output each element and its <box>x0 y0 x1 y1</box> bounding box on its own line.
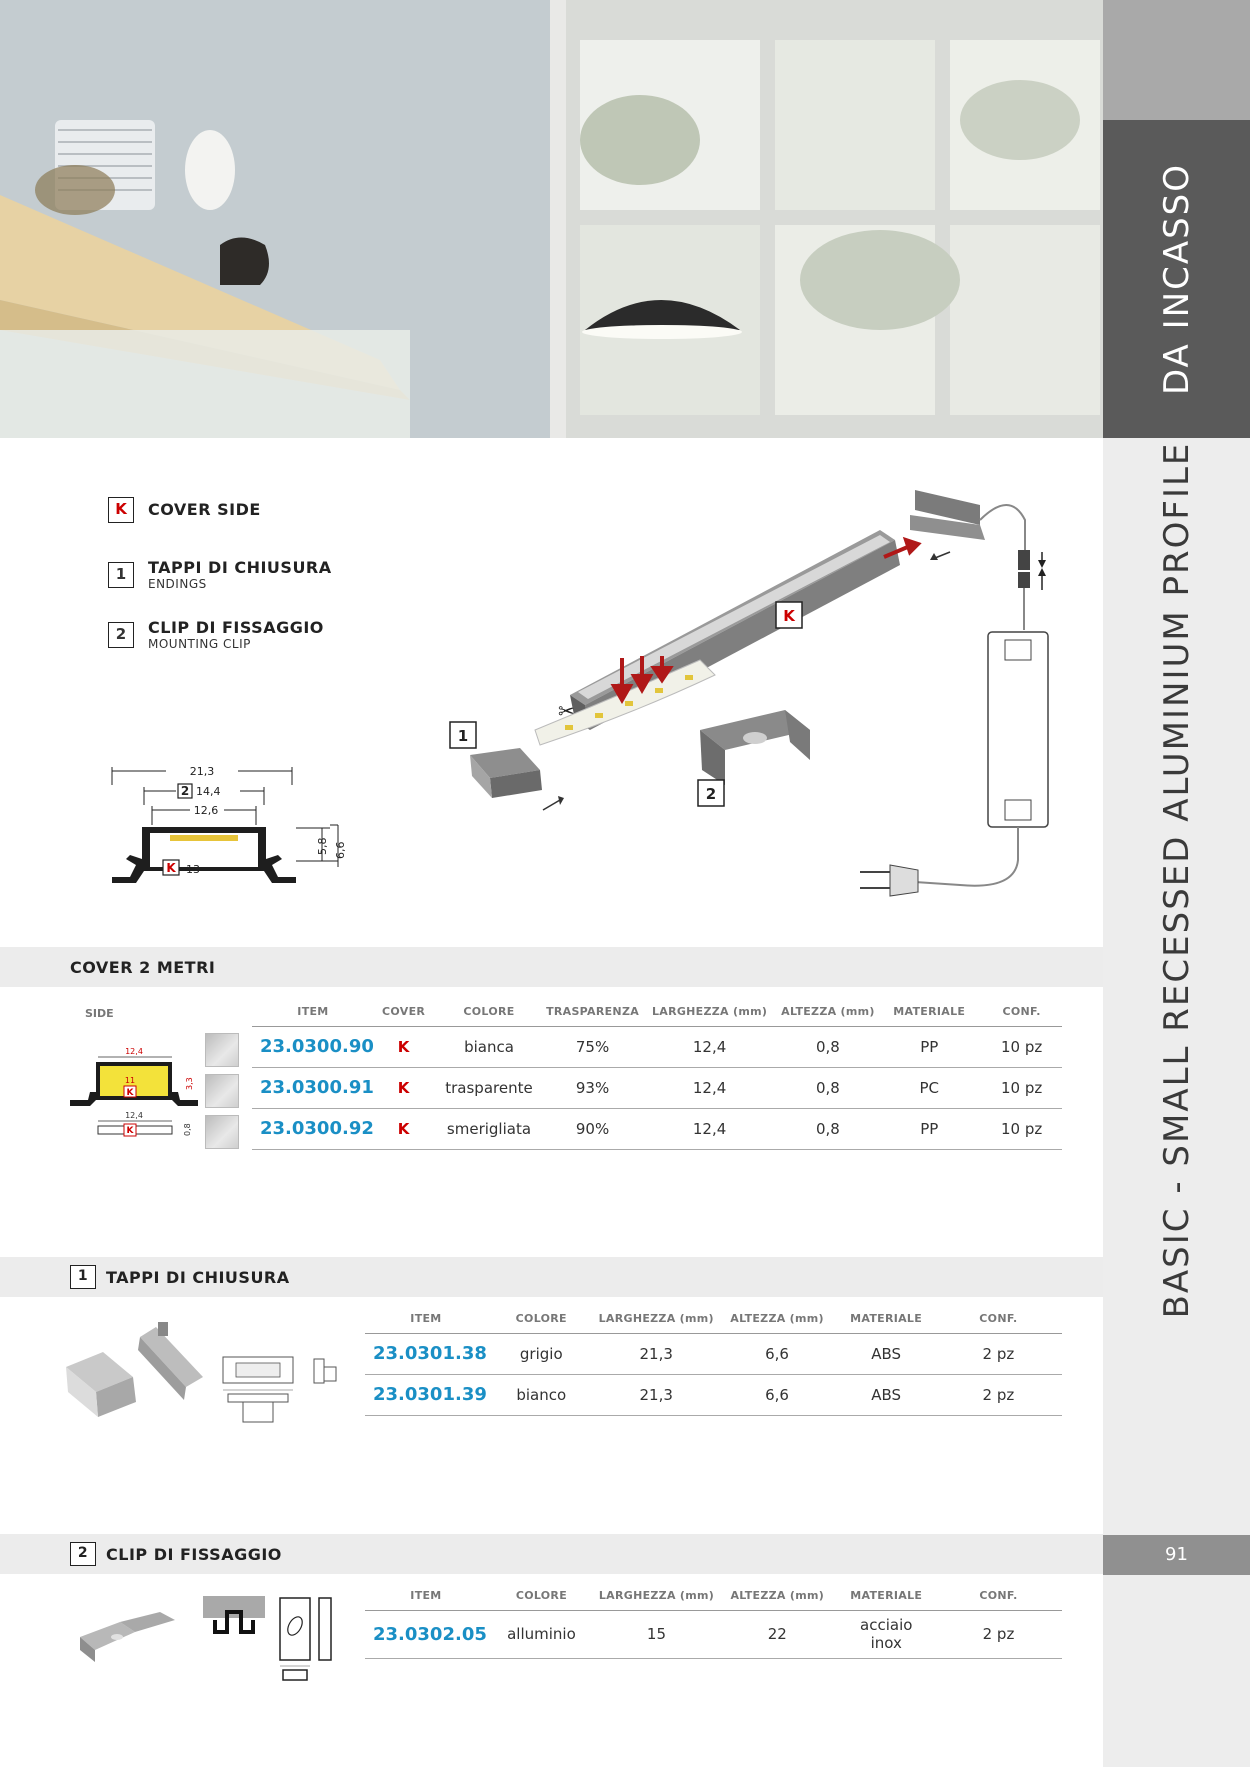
legend-sublabel: ENDINGS <box>148 577 207 591</box>
assembly-callout-clip: 2 <box>705 785 717 803</box>
cell-colore: smerigliata <box>433 1108 544 1149</box>
col-header: CONF. <box>981 998 1062 1026</box>
cell-larghezza: 21,3 <box>596 1333 717 1374</box>
materiale-line-1: acciaio <box>860 1616 913 1634</box>
profile-width-mid: 14,4 <box>196 785 221 798</box>
table-row <box>252 1026 1062 1067</box>
section-header-cover <box>0 947 1103 987</box>
legend-symbol: K <box>108 497 134 523</box>
kitchen-photo <box>0 0 1103 438</box>
cell-cover: K <box>374 1108 433 1149</box>
item-code[interactable]: 23.0301.38 <box>365 1333 487 1374</box>
table-header-row <box>365 1305 1062 1333</box>
cell-altezza: 6,6 <box>717 1333 838 1374</box>
cover-dim-h: 3,3 <box>185 1077 194 1090</box>
cell-larghezza: 12,4 <box>641 1026 779 1067</box>
col-header: COVER <box>374 998 433 1026</box>
col-header: LARGHEZZA (mm) <box>641 998 779 1026</box>
endings-table <box>365 1305 1062 1416</box>
cover-side-k-bottom: K <box>126 1126 134 1136</box>
cover-swatch-trasparente <box>205 1074 239 1108</box>
cell-larghezza: 12,4 <box>641 1067 779 1108</box>
cover-side-drawing <box>68 1042 203 1152</box>
cell-conf: 10 pz <box>981 1108 1062 1149</box>
cover-dim-w3: 12,4 <box>125 1111 143 1120</box>
clip-table <box>365 1582 1062 1659</box>
col-header: ITEM <box>365 1582 487 1610</box>
legend-item-mounting-clip <box>108 618 324 651</box>
cover-swatch-bianca <box>205 1033 239 1067</box>
cover-table <box>252 998 1062 1150</box>
col-header: CONF. <box>935 1305 1062 1333</box>
cell-larghezza: 15 <box>596 1610 717 1658</box>
legend-item-cover-side <box>108 497 261 523</box>
materiale-line-2: inox <box>870 1634 902 1652</box>
cell-materiale: ABS <box>837 1374 934 1415</box>
col-header: COLORE <box>487 1582 596 1610</box>
profile-section-drawing <box>100 755 360 895</box>
col-header: LARGHEZZA (mm) <box>596 1305 717 1333</box>
assembly-callout-endings: 1 <box>457 727 469 745</box>
legend-sublabel: MOUNTING CLIP <box>148 637 251 651</box>
category-label: DA INCASSO <box>1156 162 1197 396</box>
legend-symbol: 2 <box>108 622 134 648</box>
legend-label: COVER SIDE <box>148 500 261 519</box>
table-header-row <box>365 1582 1062 1610</box>
product-title: BASIC - SMALL RECESSED ALUMINIUM PROFILE <box>1156 441 1197 1319</box>
col-header: ITEM <box>365 1305 487 1333</box>
col-header: MATERIALE <box>877 998 981 1026</box>
col-header: TRASPARENZA <box>545 998 641 1026</box>
profile-width-outer: 21,3 <box>189 765 215 778</box>
cover-dim-w1: 12,4 <box>125 1047 143 1056</box>
cell-materiale: PC <box>877 1067 981 1108</box>
sidebar-title-band <box>1103 440 1250 1320</box>
col-header: MATERIALE <box>838 1582 935 1610</box>
item-code[interactable]: 23.0302.05 <box>365 1610 487 1658</box>
section-title: COVER 2 METRI <box>70 957 216 977</box>
item-code[interactable]: 23.0300.91 <box>252 1067 374 1108</box>
clip-product-images <box>75 1592 355 1682</box>
assembly-callout-cover: K <box>783 607 795 625</box>
profile-k-mark: K <box>166 861 176 875</box>
profile-width-inner: 12,6 <box>193 804 219 817</box>
table-header-row <box>252 998 1062 1026</box>
sidebar-top-band <box>1103 0 1250 120</box>
cell-conf: 2 pz <box>935 1333 1062 1374</box>
item-code[interactable]: 23.0300.90 <box>252 1026 374 1067</box>
item-code[interactable]: 23.0301.39 <box>365 1374 487 1415</box>
item-code[interactable]: 23.0300.92 <box>252 1108 374 1149</box>
cover-swatch-smerigliata <box>205 1115 239 1149</box>
col-header: ALTEZZA (mm) <box>779 998 878 1026</box>
col-header: COLORE <box>487 1305 596 1333</box>
section-number: 1 <box>70 1265 96 1289</box>
page-number: 91 <box>1103 1535 1250 1575</box>
cell-materiale: PP <box>877 1108 981 1149</box>
cell-trasparenza: 75% <box>545 1026 641 1067</box>
cell-altezza: 0,8 <box>779 1108 878 1149</box>
cell-materiale: ABS <box>837 1333 934 1374</box>
cell-trasparenza: 90% <box>545 1108 641 1149</box>
table-row <box>252 1108 1062 1149</box>
sidebar-category-band <box>1103 120 1250 438</box>
cell-cover: K <box>374 1026 433 1067</box>
cell-altezza: 0,8 <box>779 1067 878 1108</box>
cell-conf: 2 pz <box>935 1374 1062 1415</box>
sidebar <box>1103 0 1250 1767</box>
col-header: COLORE <box>433 998 544 1026</box>
cell-trasparenza: 93% <box>545 1067 641 1108</box>
scissors-icon: ✂ <box>558 699 575 723</box>
endings-product-images <box>58 1322 348 1437</box>
cover-side-k-top: K <box>126 1088 134 1098</box>
section-header-endings <box>0 1257 1103 1297</box>
cell-colore: alluminio <box>487 1610 596 1658</box>
legend-label: TAPPI DI CHIUSURA <box>148 558 332 577</box>
cell-colore: bianco <box>487 1374 596 1415</box>
table-row <box>365 1610 1062 1658</box>
cover-dim-w2: 11 <box>124 1076 136 1085</box>
profile-height-outer: 6,6 <box>334 841 347 859</box>
section-title: TAPPI DI CHIUSURA <box>106 1267 290 1287</box>
cell-materiale <box>838 1610 935 1658</box>
legend-label: CLIP DI FISSAGGIO <box>148 618 324 637</box>
col-header: LARGHEZZA (mm) <box>596 1582 717 1610</box>
assembly-drawing <box>440 480 1080 900</box>
section-title: CLIP DI FISSAGGIO <box>106 1544 282 1564</box>
section-number: 2 <box>70 1542 96 1566</box>
section-header-clip <box>0 1534 1103 1574</box>
col-header: CONF. <box>935 1582 1062 1610</box>
table-row <box>365 1333 1062 1374</box>
legend-symbol: 1 <box>108 562 134 588</box>
cell-altezza: 22 <box>717 1610 838 1658</box>
col-header: ALTEZZA (mm) <box>717 1582 838 1610</box>
cell-colore: trasparente <box>433 1067 544 1108</box>
cell-larghezza: 21,3 <box>596 1374 717 1415</box>
cell-larghezza: 12,4 <box>641 1108 779 1149</box>
cell-conf: 10 pz <box>981 1026 1062 1067</box>
cell-altezza: 6,6 <box>717 1374 838 1415</box>
cell-colore: bianca <box>433 1026 544 1067</box>
cell-cover: K <box>374 1067 433 1108</box>
cell-conf: 2 pz <box>935 1610 1062 1658</box>
col-header: ITEM <box>252 998 374 1026</box>
cell-altezza: 0,8 <box>779 1026 878 1067</box>
col-header: ALTEZZA (mm) <box>717 1305 838 1333</box>
profile-base-dim: 13 <box>186 863 200 876</box>
table-row <box>365 1374 1062 1415</box>
table-row <box>252 1067 1062 1108</box>
cover-dim-h2: 0,8 <box>183 1123 192 1136</box>
col-header: MATERIALE <box>837 1305 934 1333</box>
profile-height-inner: 5,8 <box>316 837 329 855</box>
kitchen-photo-art <box>0 0 1103 438</box>
legend-item-endings <box>108 558 332 591</box>
profile-clip-mark: 2 <box>180 784 190 798</box>
cell-conf: 10 pz <box>981 1067 1062 1108</box>
cell-materiale: PP <box>877 1026 981 1067</box>
side-column-label: SIDE <box>85 1007 114 1020</box>
cell-colore: grigio <box>487 1333 596 1374</box>
